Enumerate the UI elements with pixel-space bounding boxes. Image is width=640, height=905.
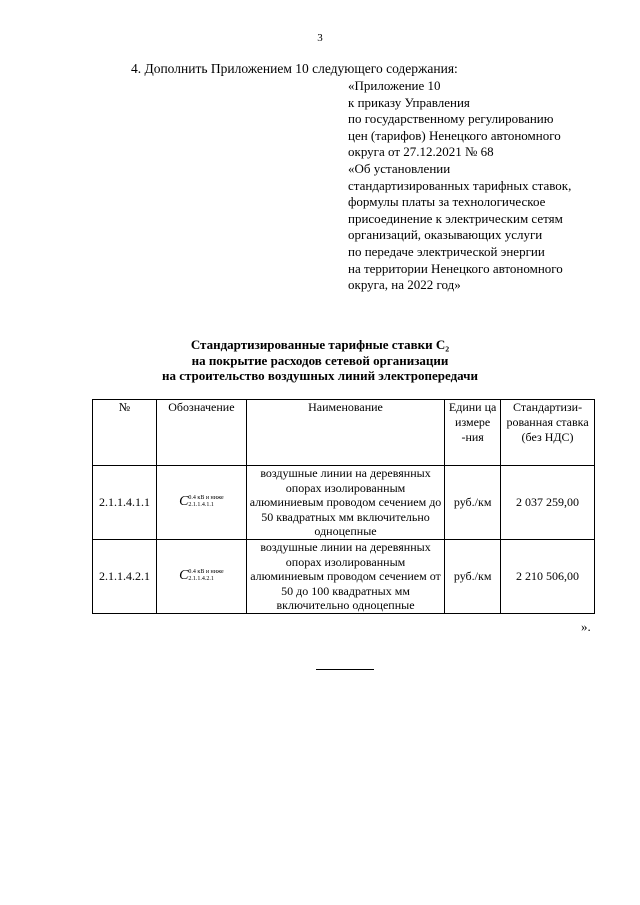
symbol-subscript: 2.1.1.4.2.1: [188, 576, 214, 583]
header-name: Наименование: [246, 400, 444, 466]
page-number: 3: [317, 32, 323, 44]
table-title: [0, 337, 640, 384]
rate-symbol: [179, 568, 224, 583]
appendix-line: «Приложение 10: [348, 78, 441, 93]
appendix-line: стандартизированных тарифных ставок,: [348, 177, 572, 193]
row-num: 2.1.1.4.1.1: [93, 466, 157, 540]
header-rate: Стандартизи- рованная ставка (без НДС): [501, 400, 595, 466]
symbol-superscript: 0.4 кВ и ниже: [188, 495, 224, 502]
table-title-line: на строительство воздушных линий электропередачи: [162, 368, 478, 383]
appendix-line: округа от 27.12.2021 № 68: [348, 144, 494, 160]
row-unit: руб./км: [445, 466, 501, 540]
row-rate: 2 037 259,00: [501, 466, 595, 540]
appendix-line: формулы платы за технологическое: [348, 194, 546, 210]
row-designation: [156, 466, 246, 540]
row-name: воздушные линии на деревянных опорах изолированным алюминиевым проводом сечением до 50 квадратных мм включительно одноцепные: [246, 466, 444, 540]
row-designation: [156, 539, 246, 613]
appendix-line: на территории Ненецкого автономного: [348, 260, 563, 276]
table-row: [93, 539, 595, 613]
symbol-superscript: 0.4 кВ и ниже: [188, 569, 224, 576]
appendix-line: по государственному регулированию: [348, 111, 554, 127]
table-row: [93, 466, 595, 540]
appendix-line: «Об установлении: [348, 160, 451, 176]
symbol-letter: C: [179, 568, 189, 584]
appendix-line: организаций, оказывающих услуги: [348, 227, 543, 243]
appendix-line: к приказу Управления: [348, 94, 470, 110]
row-unit: руб./км: [445, 539, 501, 613]
appendix-line: округа, на 2022 год»: [348, 277, 461, 293]
header-num: №: [93, 400, 157, 466]
appendix-line: цен (тарифов) Ненецкого автономного: [348, 127, 561, 143]
amendment-intro: 4. Дополнить Приложением 10 следующего содержания:: [131, 61, 458, 76]
tariff-rates-table: [92, 399, 595, 614]
appendix-line: присоединение к электрическим сетям: [348, 210, 563, 226]
table-header-row: [93, 400, 595, 466]
header-unit: Едини ца измере -ния: [445, 400, 501, 466]
footer-rule: [316, 669, 374, 670]
appendix-header: [348, 78, 618, 294]
table-title-line: на покрытие расходов сетевой организации: [191, 352, 449, 368]
header-designation: Обозначение: [156, 400, 246, 466]
table-title-line: Стандартизированные тарифные ставки C₂: [190, 337, 450, 352]
rate-symbol: [179, 494, 224, 509]
symbol-subscript: 2.1.1.4.1.1: [188, 502, 214, 509]
row-num: 2.1.1.4.2.1: [93, 539, 157, 613]
symbol-letter: C: [179, 494, 189, 510]
row-name: воздушные линии на деревянных опорах изолированным алюминиевым проводом сечением от 50 до 100 квадратных мм включительно одноцепные: [246, 539, 444, 613]
closing-quote: ».: [581, 619, 591, 634]
row-rate: 2 210 506,00: [501, 539, 595, 613]
appendix-line: по передаче электрической энергии: [348, 243, 545, 259]
